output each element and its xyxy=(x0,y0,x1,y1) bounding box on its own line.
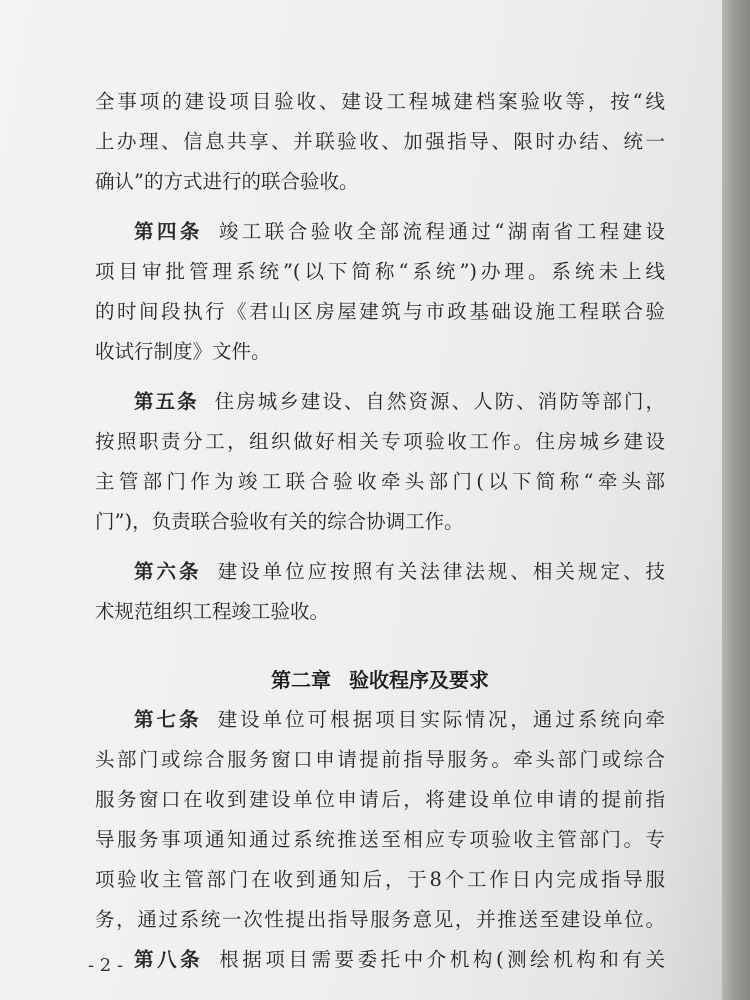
article-label: 第八条 xyxy=(134,948,204,971)
article-label: 第六条 xyxy=(134,560,202,583)
text-line: 项验收主管部门在收到通知后，于8个工作日内完成指导服 xyxy=(95,868,665,891)
text-line: 按照职责分工，组织做好相关专项验收工作。住房城乡建设 xyxy=(95,430,665,453)
article-label: 第七条 xyxy=(134,708,202,731)
text-line: 收试行制度》文件。 xyxy=(95,340,271,363)
chapter-heading xyxy=(95,660,665,700)
text-line: 竣工联合验收全部流程通过“湖南省工程建设 xyxy=(218,220,665,243)
paragraph-continued xyxy=(95,82,665,202)
article-6 xyxy=(95,552,665,632)
text-line: 住房城乡建设、自然资源、人防、消防等部门， xyxy=(214,390,665,413)
text-line: 建设单位应按照有关法律法规、相关规定、技 xyxy=(217,560,665,583)
article-label: 第五条 xyxy=(134,390,199,413)
article-7 xyxy=(95,700,665,940)
text-line: 确认”的方式进行的联合验收。 xyxy=(95,170,359,193)
chapter-number: 第二章 xyxy=(271,668,331,692)
text-line: 务，通过系统一次性提出指导服务意见，并推送至建设单位。 xyxy=(95,908,665,931)
text-line: 根据项目需要委托中介机构(测绘机构和有关 xyxy=(219,948,665,971)
article-label: 第四条 xyxy=(134,220,203,243)
underlying-page-edge xyxy=(722,0,750,1000)
article-5 xyxy=(95,382,665,542)
text-line: 导服务事项通知通过系统推送至相应专项验收主管部门。专 xyxy=(95,828,665,851)
text-line: 术规范组织工程竣工验收。 xyxy=(95,600,330,623)
article-4 xyxy=(95,212,665,372)
chapter-title: 验收程序及要求 xyxy=(349,668,489,692)
text-line: 主管部门作为竣工联合验收牵头部门(以下简称“牵头部 xyxy=(95,470,665,493)
page-number: - 2 - xyxy=(88,955,124,976)
text-line: 上办理、信息共享、并联验收、加强指导、限时办结、统一 xyxy=(95,130,665,153)
document-body xyxy=(95,82,665,980)
text-line: 建设单位可根据项目实际情况，通过系统向牵 xyxy=(217,708,665,731)
text-line: 项目审批管理系统”(以下简称“系统”)办理。系统未上线 xyxy=(95,260,665,283)
text-line: 服务窗口在收到建设单位申请后，将建设单位申请的提前指 xyxy=(95,788,665,811)
text-line: 门”)，负责联合验收有关的综合协调工作。 xyxy=(95,510,464,533)
text-line: 的时间段执行《君山区房屋建筑与市政基础设施工程联合验 xyxy=(95,300,665,323)
text-line: 头部门或综合服务窗口申请提前指导服务。牵头部门或综合 xyxy=(95,748,665,771)
text-line: 全事项的建设项目验收、建设工程城建档案验收等，按“线 xyxy=(95,90,665,113)
article-8 xyxy=(95,940,665,980)
